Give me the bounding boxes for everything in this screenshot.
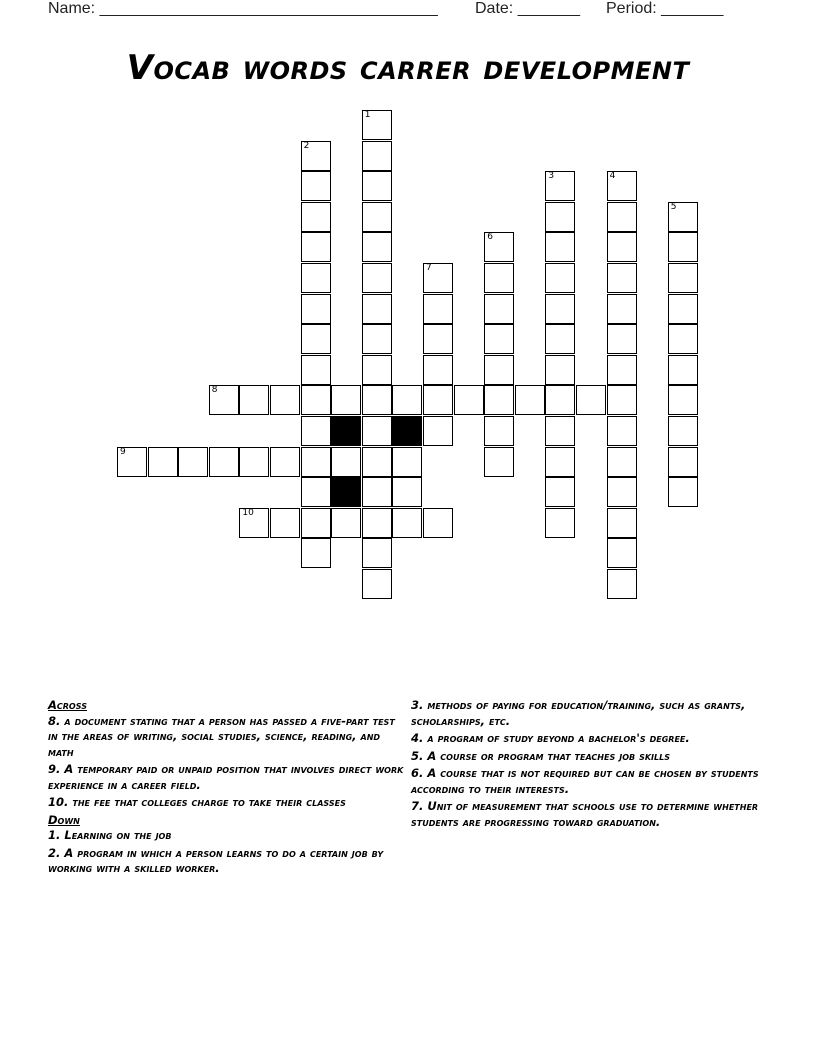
answer-cell[interactable] <box>301 538 331 568</box>
down-clue-5 <box>411 749 761 765</box>
name-field-label[interactable]: Name: ______________________________________ <box>48 0 438 17</box>
answer-cell[interactable] <box>362 569 392 599</box>
answer-cell[interactable] <box>668 294 698 324</box>
across-clue-10 <box>48 795 408 811</box>
down-clue-4 <box>411 731 761 747</box>
down-clue-6 <box>411 766 761 797</box>
clue-number: 2. <box>48 845 61 860</box>
clue-text: Learning on the job <box>64 828 172 842</box>
answer-cell[interactable] <box>545 355 575 385</box>
cell-number: 9 <box>120 446 126 457</box>
clue-text: A course or program that teaches job skills <box>427 748 670 763</box>
across-clue-8 <box>48 714 408 761</box>
answer-cell[interactable] <box>607 232 637 262</box>
answer-cell[interactable] <box>668 324 698 354</box>
answer-cell[interactable] <box>484 263 514 293</box>
answer-cell[interactable] <box>545 171 575 201</box>
answer-cell[interactable] <box>545 385 575 415</box>
answer-cell[interactable] <box>423 263 453 293</box>
answer-cell[interactable] <box>607 294 637 324</box>
clue-text: a document stating that a person has passed a five-part test in the areas of writing, social studies, science, reading, and math <box>48 713 395 759</box>
answer-cell[interactable] <box>209 447 239 477</box>
answer-cell[interactable] <box>301 385 331 415</box>
answer-cell[interactable] <box>668 263 698 293</box>
answer-cell[interactable] <box>423 416 453 446</box>
answer-cell[interactable] <box>668 355 698 385</box>
answer-cell[interactable] <box>607 538 637 568</box>
answer-cell[interactable] <box>362 141 392 171</box>
answer-cell[interactable] <box>270 385 300 415</box>
cell-number: 6 <box>487 232 493 243</box>
clue-text: a program of study beyond a bachelor's degree. <box>427 731 690 745</box>
clues-column-right <box>411 698 761 832</box>
answer-cell[interactable] <box>484 447 514 477</box>
answer-cell[interactable] <box>668 447 698 477</box>
answer-cell[interactable] <box>301 171 331 201</box>
worksheet-header <box>48 0 768 22</box>
across-clue-9 <box>48 762 408 793</box>
down-clue-2 <box>48 846 408 877</box>
answer-cell[interactable] <box>178 447 208 477</box>
clue-text: methods of paying for education/training, such as grants, scholarships, etc. <box>411 698 746 728</box>
answer-cell[interactable] <box>301 508 331 538</box>
answer-cell[interactable] <box>545 324 575 354</box>
clue-text: Unit of measurement that schools use to determine whether students are progressing toward graduation. <box>411 799 759 829</box>
answer-cell[interactable] <box>545 447 575 477</box>
answer-cell[interactable] <box>607 447 637 477</box>
black-square <box>392 416 422 446</box>
answer-cell[interactable] <box>362 538 392 568</box>
clue-text: A program in which a person learns to do a certain job by working with a skilled worker. <box>48 845 384 875</box>
cell-number: 4 <box>609 171 616 182</box>
answer-cell[interactable] <box>362 110 392 140</box>
answer-cell[interactable] <box>545 202 575 232</box>
answer-cell[interactable] <box>362 355 392 385</box>
answer-cell[interactable] <box>301 355 331 385</box>
answer-cell[interactable] <box>607 508 637 538</box>
clue-number: 6. <box>411 766 424 780</box>
answer-cell[interactable] <box>148 447 178 477</box>
down-clue-7 <box>411 799 761 830</box>
answer-cell[interactable] <box>668 202 698 232</box>
answer-cell[interactable] <box>545 477 575 507</box>
answer-cell[interactable] <box>668 232 698 262</box>
answer-cell[interactable] <box>668 477 698 507</box>
answer-cell[interactable] <box>484 324 514 354</box>
answer-cell[interactable] <box>362 447 392 477</box>
cell-number: 7 <box>426 263 432 273</box>
answer-cell[interactable] <box>209 385 239 415</box>
answer-cell[interactable] <box>239 508 269 538</box>
period-field-label[interactable]: Period: _______ <box>606 0 724 17</box>
answer-cell[interactable] <box>484 232 514 262</box>
cell-number: 3 <box>548 171 555 182</box>
answer-cell[interactable] <box>301 232 331 262</box>
answer-cell[interactable] <box>301 477 331 507</box>
clue-number: 9. <box>48 762 61 776</box>
clues-column-left <box>48 698 408 879</box>
answer-cell[interactable] <box>484 355 514 385</box>
answer-cell[interactable] <box>301 416 331 446</box>
clue-number: 7. <box>411 799 424 813</box>
answer-cell[interactable] <box>362 171 392 201</box>
answer-cell[interactable] <box>454 385 484 415</box>
clue-number: 1. <box>48 828 61 842</box>
answer-cell[interactable] <box>301 447 331 477</box>
cell-number: 2 <box>303 140 310 151</box>
page-title: Vocab words carrer development <box>126 48 690 88</box>
cell-number: 5 <box>670 201 677 212</box>
answer-cell[interactable] <box>607 171 637 201</box>
answer-cell[interactable] <box>392 508 422 538</box>
across-heading: Across <box>48 698 87 712</box>
answer-cell[interactable] <box>362 324 392 354</box>
answer-cell[interactable] <box>484 294 514 324</box>
answer-cell[interactable] <box>545 232 575 262</box>
down-clue-1 <box>48 828 408 844</box>
answer-cell[interactable] <box>301 294 331 324</box>
answer-cell[interactable] <box>607 569 637 599</box>
answer-cell[interactable] <box>362 263 392 293</box>
answer-cell[interactable] <box>362 202 392 232</box>
answer-cell[interactable] <box>545 508 575 538</box>
clue-number: 3. <box>411 698 424 712</box>
answer-cell[interactable] <box>668 416 698 446</box>
answer-cell[interactable] <box>607 385 637 415</box>
answer-cell[interactable] <box>423 355 453 385</box>
answer-cell[interactable] <box>362 508 392 538</box>
answer-cell[interactable] <box>545 294 575 324</box>
clue-number: 5. <box>411 748 424 763</box>
date-field-label[interactable]: Date: _______ <box>475 0 580 17</box>
answer-cell[interactable] <box>607 202 637 232</box>
clue-text: A course that is not required but can be chosen by students according to their interests. <box>411 766 759 796</box>
answer-cell[interactable] <box>362 294 392 324</box>
answer-cell[interactable] <box>576 385 606 415</box>
down-heading: Down <box>48 812 80 827</box>
cell-number: 1 <box>364 110 371 120</box>
clue-text: A temporary paid or unpaid position that involves direct work experience in a career field. <box>48 762 404 792</box>
black-square <box>331 477 361 507</box>
answer-cell[interactable] <box>423 508 453 538</box>
cell-number: 8 <box>211 385 218 396</box>
answer-cell[interactable] <box>392 385 422 415</box>
answer-cell[interactable] <box>239 447 269 477</box>
answer-cell[interactable] <box>362 477 392 507</box>
answer-cell[interactable] <box>301 263 331 293</box>
answer-cell[interactable] <box>331 447 361 477</box>
answer-cell[interactable] <box>301 202 331 232</box>
answer-cell[interactable] <box>239 385 269 415</box>
answer-cell[interactable] <box>392 477 422 507</box>
black-square <box>331 416 361 446</box>
answer-cell[interactable] <box>301 141 331 171</box>
answer-cell[interactable] <box>423 385 453 415</box>
answer-cell[interactable] <box>331 385 361 415</box>
answer-cell[interactable] <box>270 447 300 477</box>
answer-cell[interactable] <box>423 294 453 324</box>
answer-cell[interactable] <box>270 508 300 538</box>
clue-number: 10. <box>48 795 69 809</box>
answer-cell[interactable] <box>362 385 392 415</box>
answer-cell[interactable] <box>607 263 637 293</box>
answer-cell[interactable] <box>484 416 514 446</box>
answer-cell[interactable] <box>545 263 575 293</box>
answer-cell[interactable] <box>301 324 331 354</box>
answer-cell[interactable] <box>515 385 545 415</box>
answer-cell[interactable] <box>392 447 422 477</box>
down-clue-3 <box>411 698 761 729</box>
clue-number: 8. <box>48 713 61 728</box>
answer-cell[interactable] <box>668 385 698 415</box>
answer-cell[interactable] <box>117 447 147 477</box>
answer-cell[interactable] <box>607 324 637 354</box>
answer-cell[interactable] <box>362 416 392 446</box>
answer-cell[interactable] <box>331 508 361 538</box>
answer-cell[interactable] <box>607 416 637 446</box>
clue-number: 4. <box>411 731 424 745</box>
cell-number: 10 <box>242 507 254 518</box>
answer-cell[interactable] <box>607 355 637 385</box>
answer-cell[interactable] <box>423 324 453 354</box>
answer-cell[interactable] <box>484 385 514 415</box>
clue-text: the fee that colleges charge to take their classes <box>72 795 346 809</box>
answer-cell[interactable] <box>607 477 637 507</box>
answer-cell[interactable] <box>362 232 392 262</box>
answer-cell[interactable] <box>545 416 575 446</box>
